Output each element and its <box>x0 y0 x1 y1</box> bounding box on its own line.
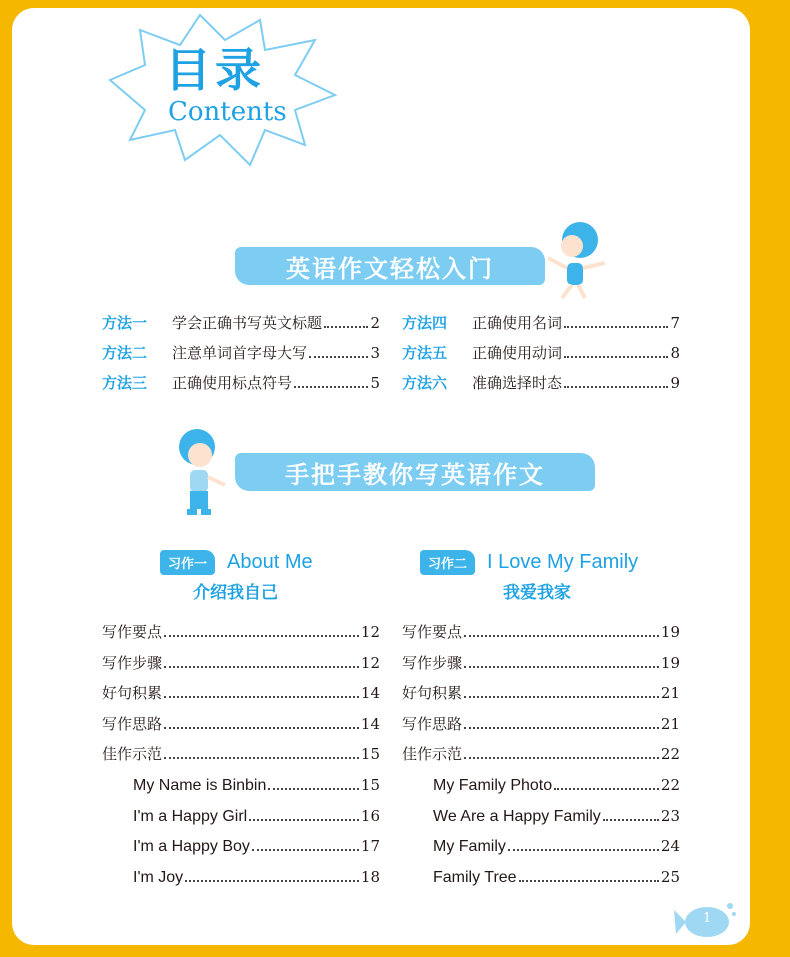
page-num: 25 <box>660 867 680 886</box>
page-num: 5 <box>370 374 380 392</box>
page-num: 18 <box>360 867 380 886</box>
toc-entry[interactable] <box>102 652 380 674</box>
toc-entry[interactable] <box>133 835 380 857</box>
leader-dots <box>164 757 359 759</box>
leader-dots <box>164 696 359 698</box>
entry-title: My Name is Binbin <box>133 777 267 794</box>
toc-entry[interactable] <box>402 743 680 765</box>
method-label: 方法四 <box>402 314 448 332</box>
unit-header <box>160 550 313 575</box>
leader-dots <box>508 849 659 851</box>
entry-title: 写作步骤 <box>402 653 463 672</box>
unit-header <box>420 550 638 575</box>
page-num: 24 <box>660 837 680 855</box>
leader-dots <box>268 788 359 790</box>
page-num: 12 <box>360 623 380 641</box>
page-num: 16 <box>360 806 380 825</box>
toc-entry[interactable] <box>402 621 680 643</box>
page-num: 3 <box>370 344 380 362</box>
toc-entry[interactable] <box>102 342 380 364</box>
entry-title: 写作要点 <box>102 623 163 641</box>
girl-illustration-icon <box>540 218 615 303</box>
leader-dots <box>464 635 659 637</box>
leader-dots <box>464 696 659 698</box>
leader-dots <box>249 819 359 821</box>
page-num: 21 <box>660 714 680 733</box>
leader-dots <box>294 386 368 388</box>
entry-title: My Family Photo <box>433 777 553 794</box>
entry-title: I'm a Happy Boy <box>133 838 250 855</box>
entry-title: 写作思路 <box>402 714 463 733</box>
entry-title: 正确使用动词 <box>472 344 563 362</box>
toc-entry[interactable] <box>433 774 680 796</box>
page-num: 19 <box>660 623 680 641</box>
page-num: 23 <box>660 806 680 825</box>
entry-title: Family Tree <box>433 868 517 886</box>
leader-dots <box>464 727 659 729</box>
page-num: 15 <box>360 745 380 763</box>
page-num: 14 <box>360 684 380 702</box>
page-num: 21 <box>660 684 680 702</box>
leader-dots <box>554 788 659 790</box>
toc-entry[interactable] <box>102 713 380 735</box>
leader-dots <box>324 326 368 328</box>
page-num: 2 <box>370 314 380 332</box>
toc-entry[interactable] <box>433 805 680 827</box>
entry-title: 写作步骤 <box>102 653 163 672</box>
entry-title: 准确选择时态 <box>472 374 563 392</box>
leader-dots <box>564 356 668 358</box>
toc-entry[interactable] <box>133 774 380 796</box>
page-num: 22 <box>660 776 680 794</box>
page-num: 19 <box>660 653 680 672</box>
toc-entry[interactable] <box>402 342 680 364</box>
entry-title: 好句积累 <box>402 684 463 702</box>
toc-entry[interactable] <box>133 805 380 827</box>
entry-title: 正确使用名词 <box>472 314 563 332</box>
toc-entry[interactable] <box>102 682 380 704</box>
toc-subtitle: Contents <box>168 97 287 127</box>
section2-banner: 手把手教你写英语作文 <box>235 453 595 491</box>
entry-title: 佳作示范 <box>102 745 163 763</box>
leader-dots <box>309 356 368 358</box>
leader-dots <box>564 326 668 328</box>
unit-subtitle: 我爱我家 <box>503 583 571 603</box>
page-num: 12 <box>360 653 380 672</box>
section1-banner: 英语作文轻松入门 <box>235 247 545 285</box>
method-label: 方法五 <box>402 344 448 362</box>
entry-title: I'm a Happy Girl <box>133 807 248 825</box>
unit-title[interactable]: About Me <box>227 551 313 573</box>
method-label: 方法六 <box>402 374 448 392</box>
page-num: 9 <box>670 374 680 392</box>
entry-title: 写作要点 <box>402 623 463 641</box>
toc-entry[interactable] <box>133 866 380 888</box>
entry-title: My Family <box>433 838 506 855</box>
toc-entry[interactable] <box>433 835 680 857</box>
leader-dots <box>164 727 359 729</box>
toc-entry[interactable] <box>402 713 680 735</box>
entry-title: 注意单词首字母大写 <box>172 344 308 362</box>
page-num: 8 <box>670 344 680 362</box>
leader-dots <box>252 849 359 851</box>
method-label: 方法三 <box>102 374 148 392</box>
leader-dots <box>603 819 659 821</box>
entry-title: We Are a Happy Family <box>433 807 601 825</box>
toc-entry[interactable] <box>402 372 680 394</box>
unit-subtitle: 介绍我自己 <box>193 583 278 603</box>
method-label: 方法一 <box>102 314 148 332</box>
toc-entry[interactable] <box>102 743 380 765</box>
page-num: 7 <box>670 314 680 332</box>
leader-dots <box>464 757 659 759</box>
entry-title: 好句积累 <box>102 684 163 702</box>
entry-title: 正确使用标点符号 <box>172 374 293 392</box>
entry-title: 学会正确书写英文标题 <box>172 314 323 332</box>
leader-dots <box>464 666 659 668</box>
unit-title[interactable]: I Love My Family <box>487 551 639 573</box>
toc-entry[interactable] <box>102 372 380 394</box>
entry-title: 佳作示范 <box>402 745 463 763</box>
toc-entry[interactable] <box>102 312 380 334</box>
page-number: 1 <box>703 911 712 926</box>
toc-entry[interactable] <box>402 682 680 704</box>
leader-dots <box>164 666 359 668</box>
leader-dots <box>564 386 668 388</box>
entry-title: 写作思路 <box>102 714 163 733</box>
page-num: 15 <box>360 776 380 794</box>
entry-title: I'm Joy <box>133 868 184 886</box>
toc-title: 目录 <box>165 43 265 97</box>
page-num: 14 <box>360 714 380 733</box>
toc-entry[interactable] <box>402 652 680 674</box>
leader-dots <box>519 880 659 882</box>
page-num: 17 <box>360 837 380 855</box>
boy-illustration-icon <box>165 425 230 520</box>
toc-entry[interactable] <box>102 621 380 643</box>
leader-dots <box>185 880 359 882</box>
leader-dots <box>164 635 359 637</box>
unit-tag: 习作二 <box>420 550 475 575</box>
toc-entry[interactable] <box>433 866 680 888</box>
unit-tag: 习作一 <box>160 550 215 575</box>
page-num: 22 <box>660 745 680 763</box>
method-label: 方法二 <box>102 344 148 362</box>
toc-entry[interactable] <box>402 312 680 334</box>
